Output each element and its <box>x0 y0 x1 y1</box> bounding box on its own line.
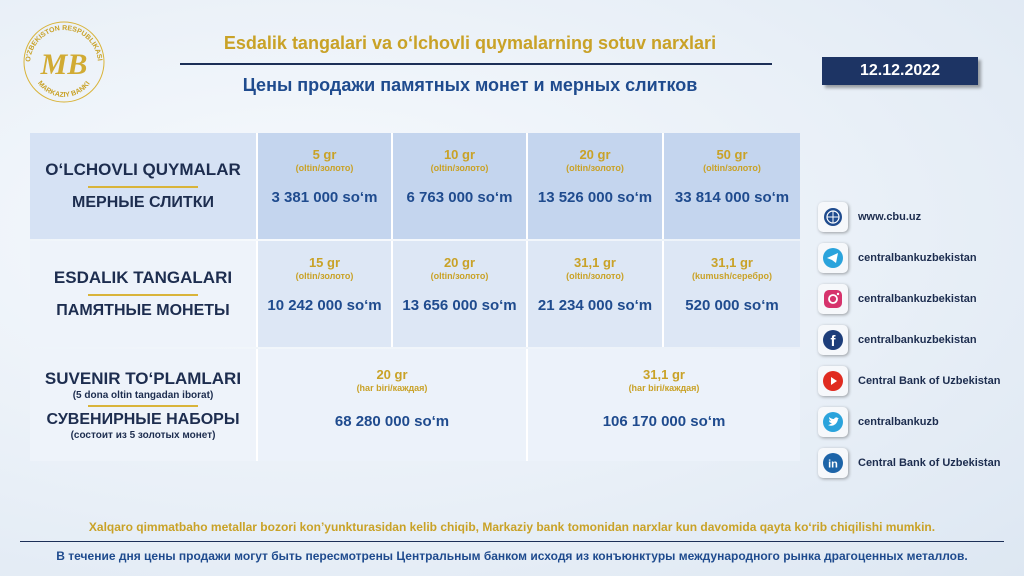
svg-text:MB: MB <box>40 48 88 81</box>
svg-text:O'ZBEKISTON RESPUBLIKASI: O'ZBEKISTON RESPUBLIKASI <box>24 24 103 63</box>
weight-label: 50 gr <box>716 147 748 162</box>
twitter-icon <box>818 407 848 437</box>
metal-label: (oltin/золото) <box>295 271 354 281</box>
social-linkedin[interactable] <box>818 446 1018 480</box>
souvenir-note-ru: (состоит из 5 золотых монет) <box>70 430 216 441</box>
social-label: centralbankuzbekistan <box>858 252 977 264</box>
price-value: 13 526 000 so‘m <box>537 189 653 206</box>
svg-text:MARKAZIY BANKI: MARKAZIY BANKI <box>36 79 92 99</box>
bullion-title-uz: O‘LCHOVLI QUYMALAR <box>45 160 241 179</box>
price-value: 520 000 so‘m <box>685 297 779 314</box>
title-uzbek: Esdalik tangalari va o‘lchovli quymalarning sotuv narxlari <box>223 33 717 53</box>
price-value: 21 234 000 so‘m <box>537 297 653 314</box>
social-youtube[interactable] <box>818 364 1018 398</box>
social-facebook[interactable] <box>818 323 1018 357</box>
souvenir-note-uz: (5 dona oltin tangadan iborat) <box>72 390 214 401</box>
social-label: Central Bank of Uzbekistan <box>858 457 1001 469</box>
instagram-icon <box>818 284 848 314</box>
price-cell <box>664 241 800 347</box>
price-value: 68 280 000 so‘m <box>334 413 450 430</box>
row-bullion <box>30 133 800 239</box>
weight-label: 31,1 gr <box>574 255 616 270</box>
globe-icon <box>818 202 848 232</box>
coins-title-uz: ESDALIK TANGALARI <box>53 268 233 287</box>
metal-label: (oltin/золото) <box>566 271 624 281</box>
souvenir-title-ru: СУВЕНИРНЫЕ НАБОРЫ <box>46 411 240 428</box>
social-label: centralbankuzb <box>858 416 939 428</box>
central-bank-logo <box>18 14 110 106</box>
weight-label: 15 gr <box>308 255 341 270</box>
coins-header <box>30 241 258 347</box>
metal-label: (oltin/золото) <box>566 163 624 173</box>
header-separator <box>88 405 198 407</box>
price-table <box>30 133 800 461</box>
metal-label: (oltin/золото) <box>295 163 354 173</box>
price-value: 10 242 000 so‘m <box>267 297 382 314</box>
metal-label: (oltin/золото) <box>430 163 489 173</box>
row-souvenir-sets <box>30 349 800 461</box>
price-value: 33 814 000 so‘m <box>674 189 790 206</box>
coins-title-ru: ПАМЯТНЫЕ МОНЕТЫ <box>56 302 230 319</box>
telegram-icon <box>818 243 848 273</box>
price-cell <box>528 241 664 347</box>
weight-label: 31,1 gr <box>643 367 685 382</box>
weight-label: 10 gr <box>443 147 476 162</box>
svg-text:f: f <box>830 333 836 350</box>
social-twitter[interactable] <box>818 405 1018 439</box>
price-cell <box>393 133 528 239</box>
social-label: centralbankuzbekistan <box>858 334 977 346</box>
price-cell <box>664 133 800 239</box>
weight-label: 20 gr <box>376 367 408 382</box>
price-cell <box>258 241 393 347</box>
facebook-icon <box>818 325 848 355</box>
footer-note-russian: В течение дня цены продажи могут быть пересмотрены Центральным банком исходя из конъюнктуры международного рынка драгоценных металлов. <box>56 549 968 563</box>
social-label: www.cbu.uz <box>858 211 922 223</box>
header-separator <box>88 186 198 188</box>
bullion-header <box>30 133 258 239</box>
price-cell <box>528 349 800 461</box>
date-badge: 12.12.2022 <box>822 57 978 85</box>
title-divider <box>180 63 772 65</box>
metal-label: (har biri/каждая) <box>628 383 700 393</box>
weight-label: 20 gr <box>579 147 611 162</box>
weight-label: 5 gr <box>312 147 337 162</box>
price-value: 6 763 000 so‘m <box>406 189 513 206</box>
footer-note-uzbek: Xalqaro qimmatbaho metallar bozori kon’yunkturasidan kelib chiqib, Markaziy bank tomonidan narxlar kun davomida qayta ko‘rib chiqilishi mumkin. <box>88 520 936 534</box>
price-cell <box>258 133 393 239</box>
linkedin-icon <box>818 448 848 478</box>
price-cell <box>393 241 528 347</box>
price-cell <box>528 133 664 239</box>
souvenir-title-uz: SUVENIR TO‘PLAMLARI <box>44 369 242 388</box>
souvenir-header <box>30 349 258 461</box>
price-value: 3 381 000 so‘m <box>271 189 378 206</box>
social-label: centralbankuzbekistan <box>858 293 977 305</box>
social-telegram[interactable] <box>818 241 1018 275</box>
metal-label: (har biri/каждая) <box>356 383 428 393</box>
bullion-title-ru: МЕРНЫЕ СЛИТКИ <box>72 194 214 211</box>
metal-label: (kumush/серебро) <box>692 271 772 281</box>
youtube-icon <box>818 366 848 396</box>
header-separator <box>88 294 198 296</box>
price-value: 106 170 000 so‘m <box>602 413 726 430</box>
title-russian: Цены продажи памятных монет и мерных слитков <box>242 75 698 95</box>
footer-divider <box>20 541 1004 542</box>
social-label: Central Bank of Uzbekistan <box>858 375 1001 387</box>
metal-label: (oltin/золото) <box>430 271 489 281</box>
metal-label: (oltin/золото) <box>703 163 761 173</box>
price-cell <box>258 349 528 461</box>
social-website[interactable] <box>818 200 1018 234</box>
social-instagram[interactable] <box>818 282 1018 316</box>
svg-text:in: in <box>828 458 838 471</box>
price-value: 13 656 000 so‘m <box>402 297 517 314</box>
weight-label: 20 gr <box>443 255 476 270</box>
weight-label: 31,1 gr <box>711 255 753 270</box>
row-coins <box>30 241 800 347</box>
